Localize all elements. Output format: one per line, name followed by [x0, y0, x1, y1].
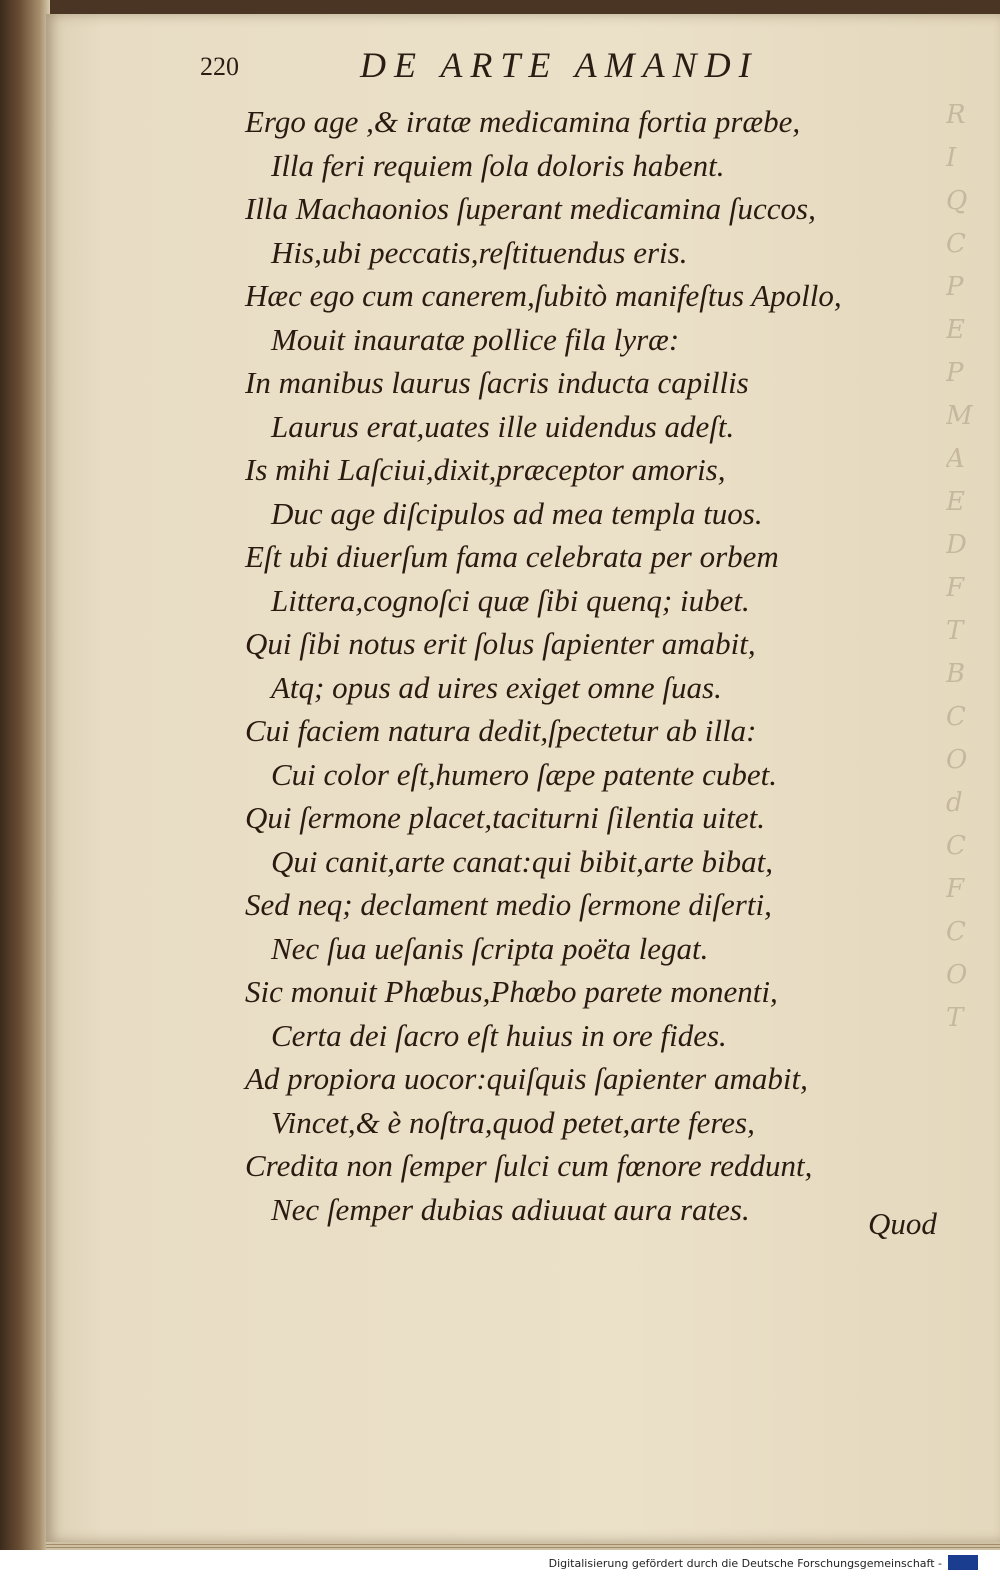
verse-line: Sic monuit Phœbus,Phœbo parete monenti, [245, 974, 778, 1009]
verse-line: Laurus erat,uates ille uidendus adeſt. [271, 408, 735, 444]
verse-line: Qui ſibi notus erit ſolus ſapienter amabit, [245, 626, 756, 661]
verse-line: Illa feri requiem ſola doloris habent. [271, 147, 725, 183]
verse-line: Hæc ego cum canerem,ſubitò manifeſtus Apollo, [245, 278, 842, 313]
verse-line: Qui ſermone placet,taciturni ſilentia uitet. [245, 800, 766, 835]
verse-line: Illa Machaonios ſuperant medicamina ſuccos, [245, 191, 816, 226]
verse-line: Ad propiora uocor:quiſquis ſapienter amabit, [245, 1061, 808, 1096]
verse-line: Cui faciem natura dedit,ſpectetur ab illa: [245, 713, 757, 748]
verse-line: Credita non ſemper ſulci cum fœnore reddunt, [245, 1148, 813, 1183]
dfg-logo [948, 1555, 978, 1570]
verse-line: Mouit inauratæ pollice fila lyræ: [271, 321, 680, 357]
verse-line: Littera,cognoſci quæ ſibi quenq; iubet. [271, 582, 750, 618]
show-through-text: R I Q C P E P M A E D F T B C O d C F C O T [946, 100, 973, 1033]
verse-line: Eſt ubi diuerſum fama celebrata per orbem [245, 539, 779, 574]
page-number: 220 [200, 52, 239, 81]
verse-line: His,ubi peccatis,reſtituendus eris. [271, 234, 688, 270]
verse-line: Atq; opus ad uires exiget omne ſuas. [271, 669, 722, 705]
verse-line: Sed neq; declament medio ſermone diſerti, [245, 887, 772, 922]
verse-line: Ergo age ,& iratæ medicamina fortia præbe, [245, 104, 801, 139]
verse-line: Is mihi Laſciui,dixit,præceptor amoris, [245, 452, 726, 487]
verse-line: Certa dei ſacro eſt huius in ore fides. [271, 1017, 727, 1053]
running-head [200, 44, 840, 88]
running-title: DE ARTE AMANDI [360, 45, 759, 85]
funding-credit: Digitalisierung gefördert durch die Deutsche Forschungsgemeinschaft - [548, 1557, 942, 1570]
verse-line: Nec ſua ueſanis ſcripta poëta legat. [271, 930, 709, 966]
catchword: Quod [868, 1206, 937, 1241]
verse-line: Cui color eſt,humero ſæpe patente cubet. [271, 756, 777, 792]
footer-bar [0, 1550, 1000, 1591]
verse-line: Vincet,& è noſtra,quod petet,arte feres, [271, 1104, 755, 1140]
verse-line: Nec ſemper dubias adiuuat aura rates. [271, 1191, 750, 1227]
book-binding-edge [0, 0, 50, 1550]
verse-line: In manibus laurus ſacris inducta capillis [245, 365, 749, 400]
verse-line: Duc age diſcipulos ad mea templa tuos. [271, 495, 763, 531]
verse-line: Qui canit,arte canat:qui bibit,arte bibat, [271, 843, 773, 879]
verse-list [245, 100, 885, 1231]
